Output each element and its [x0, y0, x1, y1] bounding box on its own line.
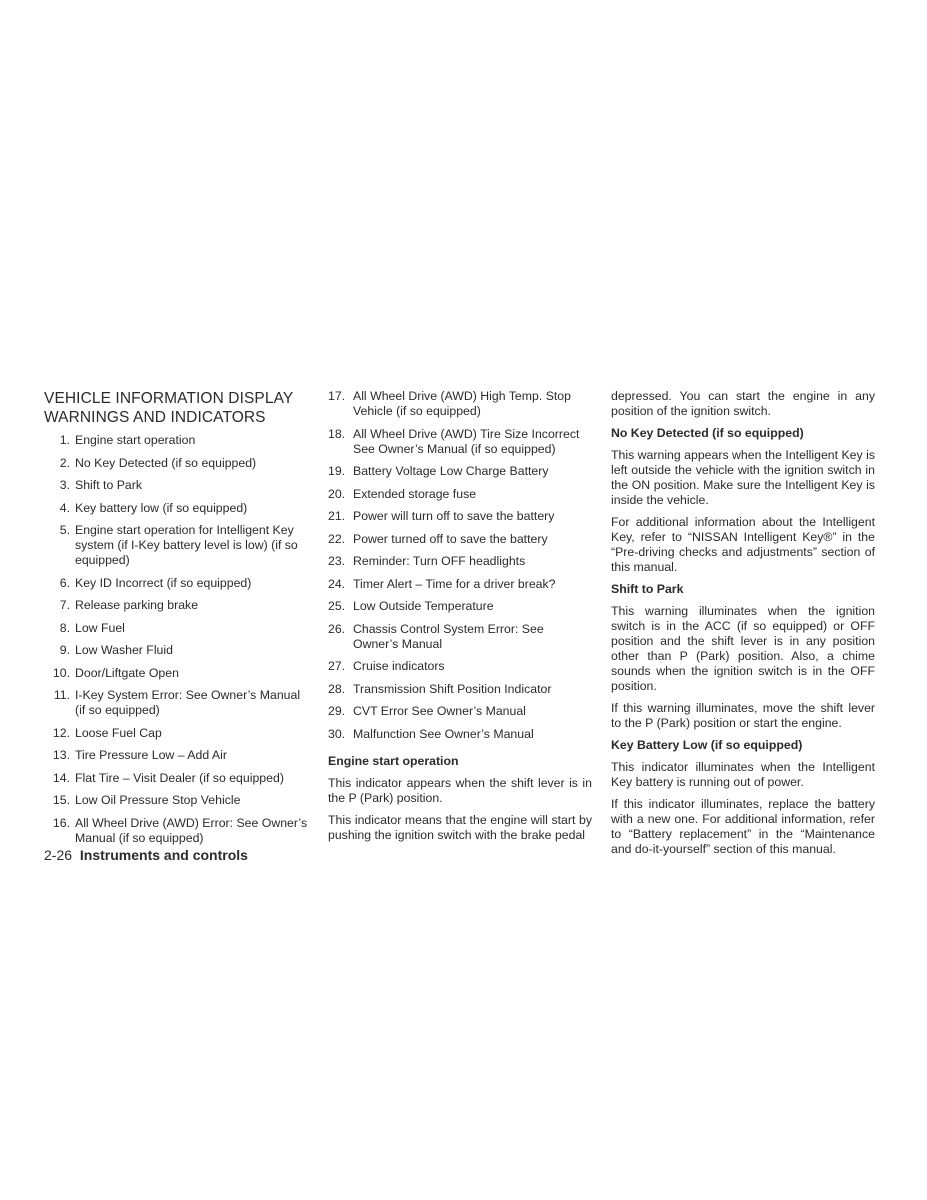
list-item-text: Power turned off to save the battery: [353, 531, 548, 546]
list-item: [44, 433, 309, 448]
no-key-paragraph-1: This warning appears when the Intelligent Key is left outside the vehicle with the ignition switch in the ON position. Make sure the Intelligent Key is inside the vehicle.: [611, 448, 875, 507]
list-item-number: 14.: [52, 770, 70, 785]
list-item-text: Low Oil Pressure Stop Vehicle: [75, 793, 241, 807]
section-title-line-1: VEHICLE INFORMATION DISPLAY: [44, 390, 294, 407]
list-item-text: All Wheel Drive (AWD) High Temp. Stop Vehicle (if so equipped): [353, 389, 571, 418]
list-item: [44, 666, 309, 681]
list-item-number: 4.: [59, 500, 70, 515]
list-item-text: Malfunction See Owner’s Manual: [353, 726, 534, 741]
key-battery-paragraph-2: If this indicator illuminates, replace the battery with a new one. For additional information, refer to “Battery replacement” in the “Maintenance and do-it-yourself” section of this manual.: [611, 797, 875, 856]
column-3: [611, 389, 875, 864]
shift-park-paragraph-2: If this warning illuminates, move the shift lever to the P (Park) position or start the engine.: [611, 701, 875, 730]
list-item: [328, 727, 592, 742]
list-item-text: Engine start operation for Intelligent Key system (if I-Key battery level is low) (if so equipped): [75, 523, 298, 567]
list-item: [328, 659, 592, 674]
list-item-number: 16.: [52, 815, 70, 830]
list-item-text: Door/Liftgate Open: [75, 665, 179, 680]
list-item: [44, 643, 309, 658]
list-item-number: 6.: [59, 575, 70, 590]
list-item-text: Chassis Control System Error: See Owner’s Manual: [353, 621, 544, 651]
column-1: [44, 389, 309, 853]
list-item-number: 3.: [59, 478, 70, 492]
list-item: [328, 389, 592, 419]
list-item-number: 2.: [59, 455, 70, 470]
list-item-text: Key ID Incorrect (if so equipped): [75, 575, 252, 590]
list-item-number: 12.: [52, 725, 70, 740]
list-item-text: Shift to Park: [75, 478, 142, 492]
list-item: [44, 816, 309, 846]
section-title-line-2: WARNINGS AND INDICATORS: [44, 409, 266, 426]
list-item-number: 24.: [328, 576, 346, 591]
list-item-number: 29.: [328, 704, 346, 718]
list-item: [328, 704, 592, 719]
no-key-heading: No Key Detected (if so equipped): [611, 426, 804, 440]
list-item-number: 23.: [328, 554, 346, 568]
list-item-text: Engine start operation: [75, 433, 196, 447]
list-item-number: 19.: [328, 464, 346, 478]
list-item-number: 18.: [328, 426, 346, 441]
list-item-text: Tire Pressure Low – Add Air: [75, 748, 227, 762]
list-item-text: I-Key System Error: See Owner’s Manual (if so equipped): [75, 688, 301, 717]
list-item: [44, 478, 309, 493]
list-item-number: 21.: [328, 509, 346, 523]
list-item-number: 15.: [52, 793, 70, 807]
list-item: [328, 427, 592, 457]
page-number: 2-26: [44, 847, 73, 863]
list-item: [44, 748, 309, 763]
list-item: [44, 726, 309, 741]
list-item: [44, 621, 309, 636]
list-item-number: 22.: [328, 531, 346, 546]
list-item: [328, 532, 592, 547]
list-item-text: No Key Detected (if so equipped): [75, 455, 257, 470]
list-item-number: 1.: [59, 433, 70, 447]
list-item-text: Battery Voltage Low Charge Battery: [353, 464, 549, 478]
list-item-text: Cruise indicators: [353, 659, 445, 673]
list-item: [44, 576, 309, 591]
list-item: [328, 554, 592, 569]
list-item-number: 5.: [59, 523, 70, 537]
list-item-text: CVT Error See Owner’s Manual: [353, 704, 526, 718]
list-item-number: 20.: [328, 486, 346, 501]
list-item: [44, 456, 309, 471]
footer-section-name: Instruments and controls: [79, 847, 248, 863]
list-item-number: 17.: [328, 389, 346, 403]
engine-start-paragraph-2-continued: depressed. You can start the engine in any position of the ignition switch.: [611, 389, 875, 418]
list-item-text: All Wheel Drive (AWD) Error: See Owner’s Manual (if so equipped): [75, 815, 308, 845]
list-item-text: Timer Alert – Time for a driver break?: [353, 576, 556, 591]
list-item-text: Transmission Shift Position Indicator: [353, 681, 552, 696]
list-item-number: 7.: [59, 598, 70, 612]
engine-start-heading: Engine start operation: [328, 753, 459, 768]
list-item-text: All Wheel Drive (AWD) Tire Size Incorrect See Owner’s Manual (if so equipped): [353, 426, 580, 456]
list-item: [44, 501, 309, 516]
list-item: [328, 682, 592, 697]
list-item-text: Low Outside Temperature: [353, 599, 494, 613]
list-item-number: 28.: [328, 681, 346, 696]
shift-park-paragraph-1: This warning illuminates when the ignition switch is in the ACC (if so equipped) or OFF position and the shift lever is in any position other than P (Park) position. Also, a chime sounds when the ignition switch is in the OFF position.: [611, 604, 875, 693]
list-item: [44, 793, 309, 808]
indicator-list-part-1: [44, 433, 309, 846]
key-battery-heading: Key Battery Low (if so equipped): [611, 738, 803, 752]
list-item: [44, 523, 309, 568]
list-item: [328, 599, 592, 614]
list-item-text: Reminder: Turn OFF headlights: [353, 554, 526, 568]
list-item: [44, 598, 309, 613]
list-item-number: 11.: [53, 688, 70, 702]
list-item: [328, 487, 592, 502]
list-item: [44, 688, 309, 718]
list-item-number: 25.: [328, 599, 346, 613]
list-item-number: 9.: [59, 643, 70, 657]
list-item: [328, 622, 592, 652]
list-item-number: 10.: [52, 665, 70, 680]
list-item: [328, 464, 592, 479]
shift-park-heading: Shift to Park: [611, 582, 684, 596]
list-item: [328, 509, 592, 524]
engine-start-paragraph-1: This indicator appears when the shift lever is in the P (Park) position.: [328, 775, 592, 805]
engine-start-paragraph-2: This indicator means that the engine will start by pushing the ignition switch with the brake pedal: [328, 812, 592, 842]
list-item-text: Low Fuel: [75, 620, 125, 635]
list-item-number: 13.: [52, 748, 70, 762]
list-item-number: 27.: [328, 659, 346, 673]
list-item-number: 26.: [328, 621, 346, 636]
list-item-number: 8.: [59, 620, 70, 635]
list-item-text: Power will turn off to save the battery: [353, 509, 555, 523]
list-item-text: Low Washer Fluid: [75, 643, 173, 657]
list-item: [328, 577, 592, 592]
indicator-list-part-2: [328, 389, 592, 742]
list-item-text: Extended storage fuse: [353, 486, 477, 501]
list-item-text: Flat Tire – Visit Dealer (if so equipped): [75, 770, 284, 785]
column-2: [328, 389, 592, 850]
list-item: [44, 771, 309, 786]
page-footer: [44, 846, 248, 864]
section-title: [44, 389, 309, 427]
list-item-number: 30.: [328, 726, 346, 741]
list-item-text: Loose Fuel Cap: [75, 725, 162, 740]
list-item-text: Release parking brake: [75, 598, 199, 612]
list-item-text: Key battery low (if so equipped): [75, 500, 248, 515]
no-key-paragraph-2: For additional information about the Intelligent Key, refer to “NISSAN Intelligent Key®” in the “Pre-driving checks and adjustments” section of this manual.: [611, 515, 875, 574]
key-battery-paragraph-1: This indicator illuminates when the Intelligent Key battery is running out of power.: [611, 760, 875, 789]
